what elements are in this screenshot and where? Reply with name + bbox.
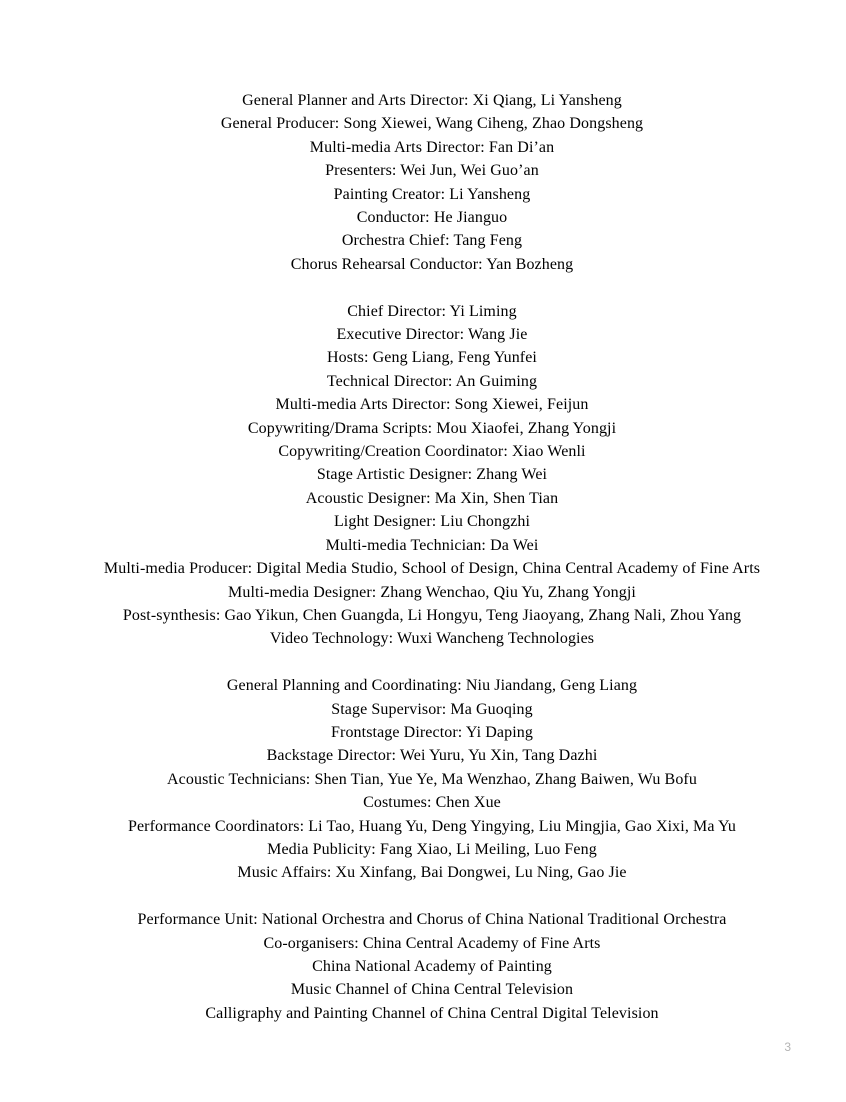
credit-line: Presenters: Wei Jun, Wei Guo’an [325, 162, 539, 180]
credit-line: Media Publicity: Fang Xiao, Li Meiling, Luo Feng [267, 840, 597, 858]
credit-line: Backstage Director: Wei Yuru, Yu Xin, Tang Dazhi [266, 747, 598, 765]
credit-line: General Planning and Coordinating: Niu Jiandang, Geng Liang [226, 677, 638, 695]
credit-line: Music Channel of China Central Television [290, 981, 574, 999]
credit-line: Painting Creator: Li Yansheng [333, 185, 531, 203]
credit-line: Multi-media Arts Director: Song Xiewei, Feijun [275, 396, 589, 414]
credit-line: Multi-media Designer: Zhang Wenchao, Qiu Yu, Zhang Yongji [228, 583, 636, 601]
credit-line: Performance Coordinators: Li Tao, Huang Yu, Deng Yingying, Liu Mingjia, Gao Xixi, Ma Yu [127, 817, 737, 835]
credit-line: Light Designer: Liu Chongzhi [333, 513, 531, 531]
credit-line: Copywriting/Creation Coordinator: Xiao Wenli [278, 443, 586, 461]
credit-line: Multi-media Technician: Da Wei [325, 536, 539, 554]
credit-block [18, 300, 846, 651]
credit-line: Executive Director: Wang Jie [336, 326, 528, 344]
credit-line: Co-organisers: China Central Academy of Fine Arts [263, 934, 601, 952]
credit-block [18, 89, 846, 276]
credit-line: Calligraphy and Painting Channel of China Central Digital Television [205, 1004, 659, 1022]
credit-block [18, 674, 846, 885]
credit-line: Acoustic Designer: Ma Xin, Shen Tian [305, 489, 559, 507]
credit-line: General Producer: Song Xiewei, Wang Ciheng, Zhao Dongsheng [220, 115, 644, 133]
credit-line: Frontstage Director: Yi Daping [331, 723, 533, 741]
credit-line: Copywriting/Drama Scripts: Mou Xiaofei, Zhang Yongji [247, 419, 617, 437]
credit-line: China National Academy of Painting [312, 957, 552, 975]
credit-line: Acoustic Technicians: Shen Tian, Yue Ye, Ma Wenzhao, Zhang Baiwen, Wu Bofu [167, 770, 697, 788]
credit-line: Multi-media Arts Director: Fan Di’an [309, 138, 555, 156]
credit-line: Chorus Rehearsal Conductor: Yan Bozheng [290, 255, 574, 273]
credit-line: Video Technology: Wuxi Wancheng Technologies [269, 630, 595, 648]
credit-line: Post-synthesis: Gao Yikun, Chen Guangda, Li Hongyu, Teng Jiaoyang, Zhang Nali, Zhou Yang [122, 606, 742, 624]
credit-line: Music Affairs: Xu Xinfang, Bai Dongwei, Lu Ning, Gao Jie [237, 864, 627, 882]
credit-line: General Planner and Arts Director: Xi Qiang, Li Yansheng [242, 92, 622, 109]
credit-line: Technical Director: An Guiming [326, 372, 538, 390]
credit-line: Hosts: Geng Liang, Feng Yunfei [327, 349, 537, 367]
credit-line: Performance Unit: National Orchestra and Chorus of China National Traditional Orchestra [137, 911, 727, 929]
page-number: 3 [784, 1040, 791, 1054]
credit-line: Chief Director: Yi Liming [347, 302, 517, 320]
credit-line: Multi-media Producer: Digital Media Studio, School of Design, China Central Academy of Fine Arts [103, 560, 761, 578]
credit-line: Costumes: Chen Xue [363, 794, 501, 812]
credit-line: Stage Supervisor: Ma Guoqing [331, 700, 533, 718]
credit-line: Orchestra Chief: Tang Feng [341, 232, 523, 250]
credit-block [18, 908, 846, 1025]
credit-line: Conductor: He Jianguo [356, 209, 508, 227]
credit-line: Stage Artistic Designer: Zhang Wei [316, 466, 548, 484]
